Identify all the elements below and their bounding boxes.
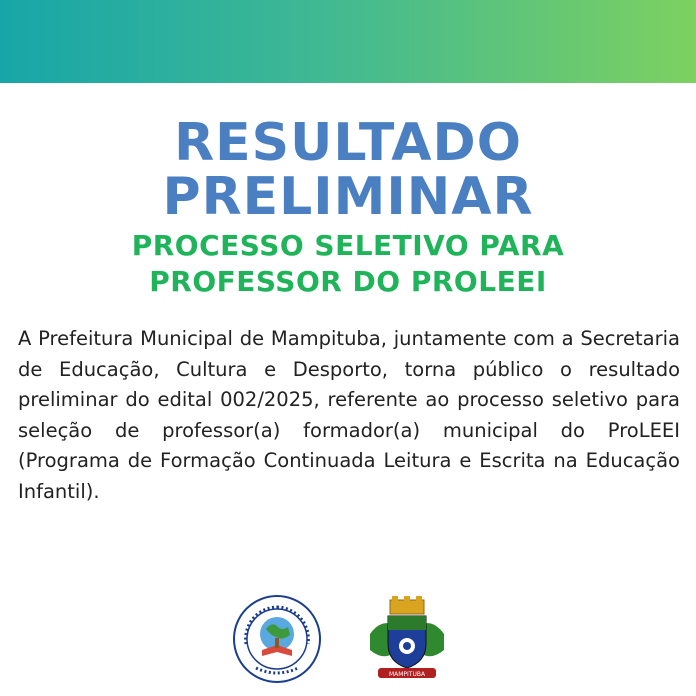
subtitle-line1: PROCESSO SELETIVO PARA [131,229,565,262]
municipality-coat-of-arms [362,594,452,684]
page-title-line1: RESULTADO [174,113,522,173]
page-title-line2: PRELIMINAR [162,167,534,227]
education-seal-icon [232,594,322,684]
coat-of-arms-icon [362,594,452,684]
svg-text:MAMPITUBA: MAMPITUBA [388,671,426,678]
subtitle-line2: PROFESSOR DO PROLEEI [149,265,547,298]
top-gradient-band [0,0,696,83]
announcement-paragraph: A Prefeitura Municipal de Mampituba, juntamente com a Secretaria de Educação, Cultura e Desporto, torna público o resultado preliminar do edital 002/2025, referente ao processo seletivo para seleção de professor(a) formador(a) municipal do ProLEEI (Programa de Formação Continuada Leitura e Escrita na Educação Infantil). [18,327,680,503]
education-secretariat-logo [232,594,322,684]
